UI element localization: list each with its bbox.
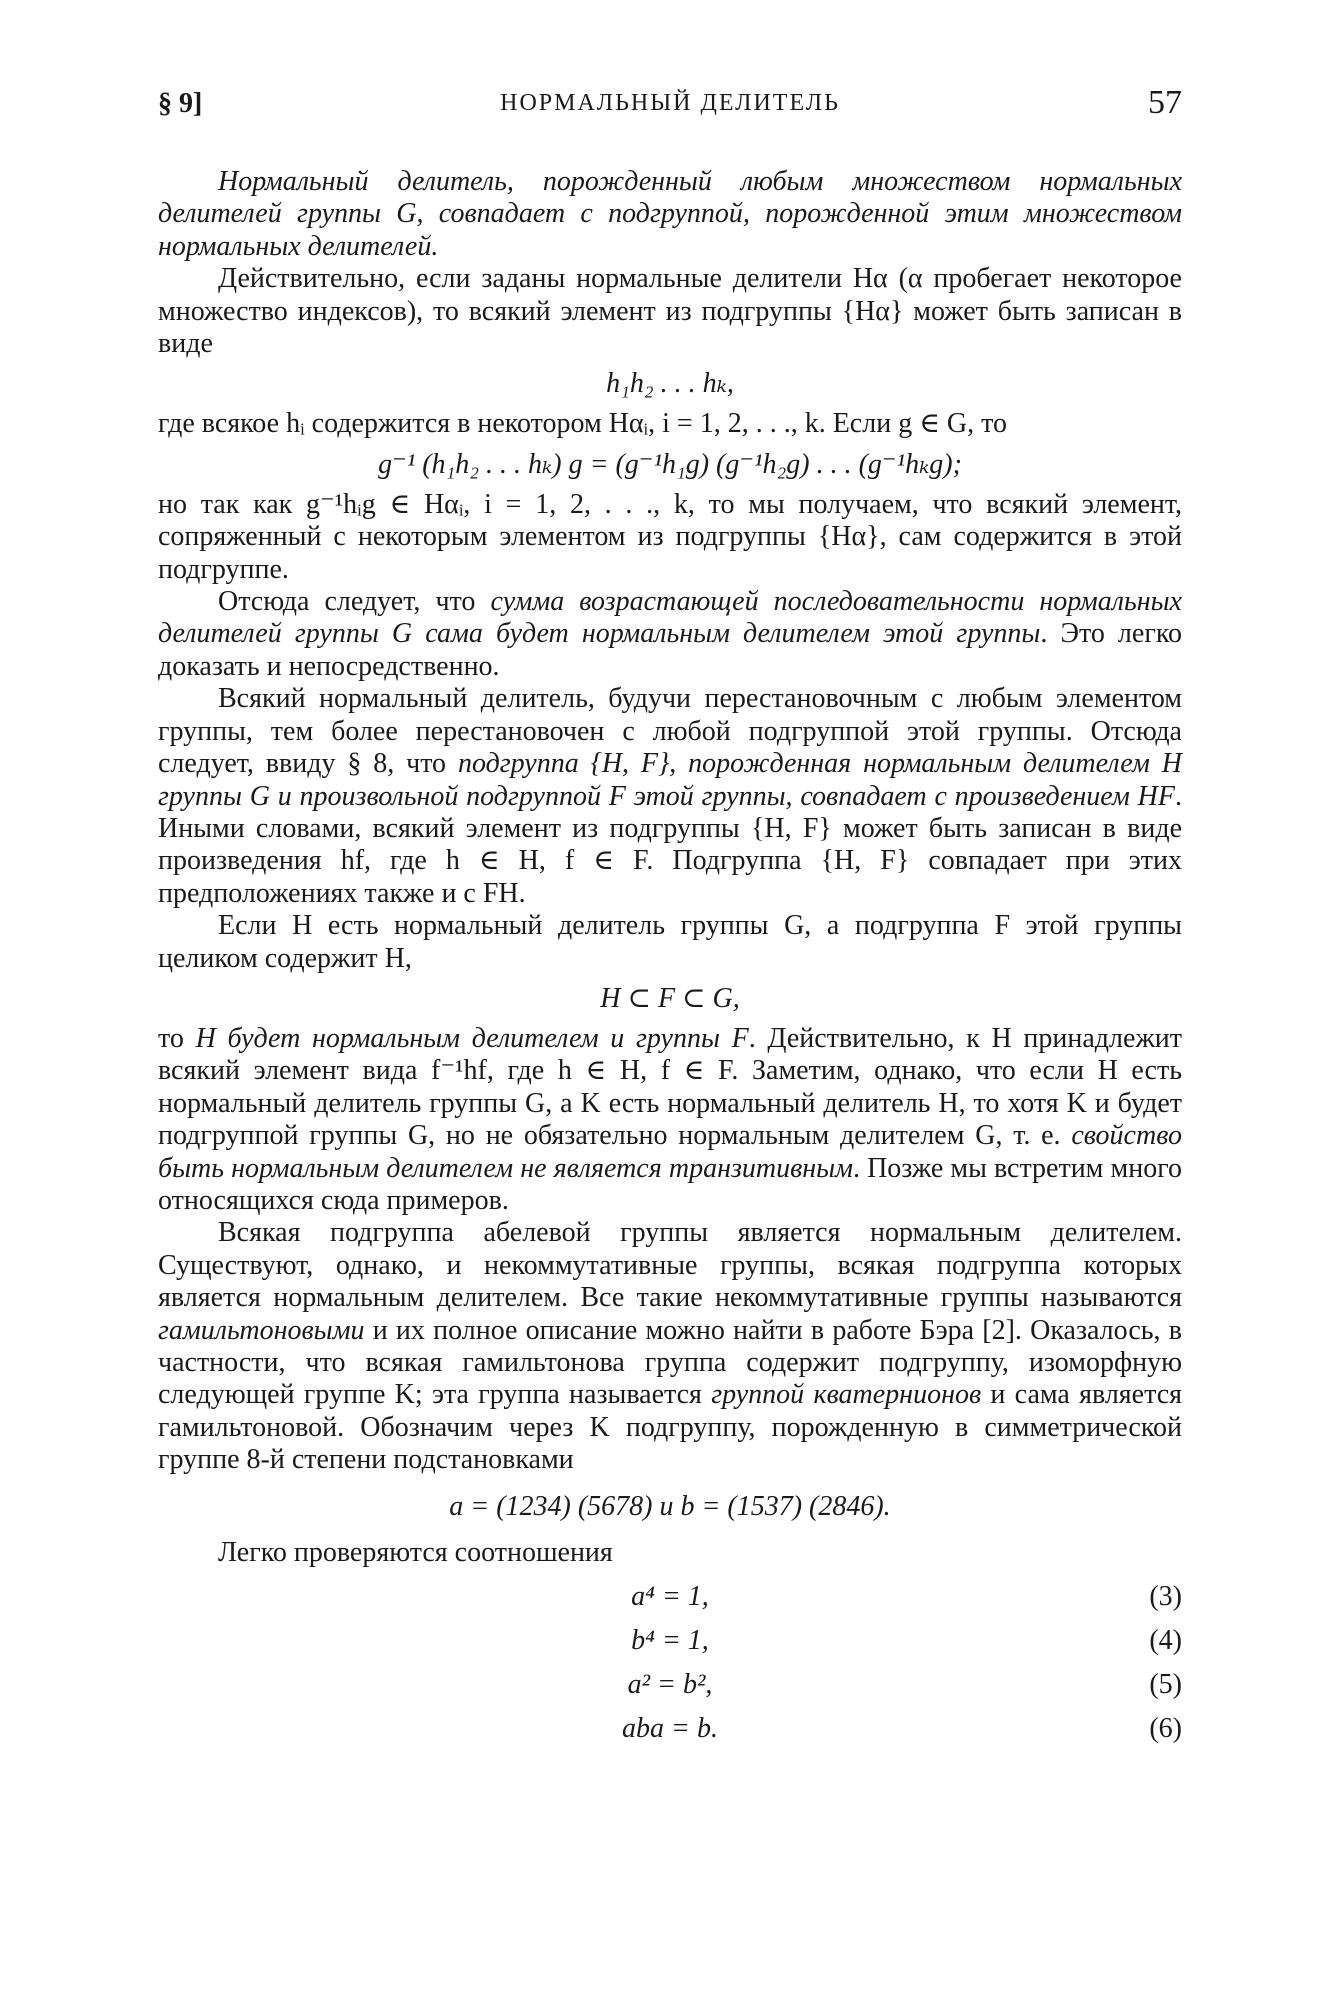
italic-statement: H будет нормальным делителем и группы F	[195, 1022, 749, 1054]
paragraph-conclusion: но так как g⁻¹hᵢg ∈ Hαᵢ, i = 1, 2, . . ., k, то мы получаем, что всякий элемент, сопряженный с некоторым элементом из подгруппы {Hα}, сам содержится в этой подгруппе.	[158, 488, 1182, 585]
equation-row	[158, 1575, 1182, 1619]
text-run: Отсюда следует, что	[218, 586, 491, 618]
equation-row	[158, 1663, 1182, 1707]
equation-number: (3)	[1149, 1581, 1182, 1613]
italic-statement: подгруппа {H, F}, порожденная нормальным делителем H группы G и произвольной подгруппой F этой группы, совпадает с произведением HF	[158, 748, 1182, 812]
formula-product: h₁h₂ . . . hₖ,	[606, 368, 734, 400]
italic-term: группой кватернионов	[711, 1379, 982, 1411]
text-run: Всякая подгруппа абелевой группы является нормальным делителем. Существуют, однако, и некоммутативные группы, всякая подгруппа которых является нормальным делителем. Все такие некоммутативные группы называются	[158, 1217, 1182, 1314]
text-run: и сама является гамильтоновой. Обозначим через K подгруппу, порожденную в симметрической группе 8-й степени подстановками	[158, 1379, 1182, 1476]
italic-statement: сумма возрастающей последовательности нормальных делителей группы G сама будет нормальным делителем этой группы	[158, 586, 1182, 650]
italic-term: гамильтоновыми	[158, 1314, 365, 1346]
italic-statement: свойство быть нормальным делителем не является транзитивным	[158, 1120, 1182, 1184]
paragraph-permutable	[158, 683, 1182, 910]
equation-number: (6)	[1149, 1713, 1182, 1745]
running-title: НОРМАЛЬНЫЙ ДЕЛИТЕЛЬ	[500, 90, 840, 116]
paragraph-hamiltonian	[158, 1217, 1182, 1476]
paragraph-subgroup: Если H есть нормальный делитель группы G, а подгруппа F этой группы целиком содержит H,	[158, 910, 1182, 974]
equation-list	[158, 1575, 1182, 1751]
page-number: 57	[1148, 84, 1182, 121]
paragraph-theorem: Нормальный делитель, порожденный любым множеством нормальных делителей группы G, совпадает с подгруппой, порожденной этим множеством нормальных делителей.	[158, 166, 1182, 262]
text-run: . Это легко доказать и непосредственно.	[158, 618, 1182, 682]
equation-row	[158, 1707, 1182, 1751]
equation-row	[158, 1619, 1182, 1663]
paragraph-sum	[158, 586, 1182, 683]
paragraph-proof: Действительно, если заданы нормальные делители Hα (α пробегает некоторое множество индексов), то всякий элемент из подгруппы {Hα} может быть записан в виде	[158, 263, 1182, 360]
page-body	[158, 166, 1182, 1751]
equation-expression: aba = b.	[622, 1713, 718, 1745]
formula-inclusion: H ⊂ F ⊂ G,	[600, 982, 740, 1014]
paragraph-transitive	[158, 1023, 1182, 1217]
text-run: . Действительно, к H принадлежит всякий элемент вида f⁻¹hf, где h ∈ H, f ∈ F. Заметим, однако, что если H есть нормальный делитель группы G, а K есть нормальный делитель H, то хотя K и будет подгруппой группы G, но не обязательно нормальным делителем G, т. е.	[158, 1022, 1183, 1152]
section-mark: § 9]	[158, 88, 203, 119]
equation-number: (5)	[1149, 1669, 1182, 1701]
paragraph-where: где всякое hᵢ содержится в некотором Hαᵢ, i = 1, 2, . . ., k. Если g ∈ G, то	[158, 408, 1008, 440]
equation-expression: a⁴ = 1,	[631, 1581, 709, 1613]
running-header	[158, 84, 1182, 132]
paragraph-relations: Легко проверяются соотношения	[218, 1536, 613, 1568]
formula-conjugation: g⁻¹ (h₁h₂ . . . hₖ) g = (g⁻¹h₁g) (g⁻¹h₂g) . . . (g⁻¹hₖg);	[378, 448, 962, 480]
text-run: то	[158, 1022, 196, 1054]
text-run: . Иными словами, всякий элемент из подгруппы {H, F} может быть записан в виде произведения hf, где h ∈ H, f ∈ F. Подгруппа {H, F} совпадает при этих предположениях также и с FH.	[158, 780, 1182, 909]
text-run: Всякий нормальный делитель, будучи перестановочным с любым элементом группы, тем более перестановочен с любой подгруппой этой группы. Отсюда следует, ввиду § 8, что	[158, 683, 1182, 780]
equation-expression: a² = b²,	[627, 1669, 713, 1701]
text-run: и их полное описание можно найти в работе Бэра [2]. Оказалось, в частности, что всякая гамильтонова группа содержит подгруппу, изоморфную следующей группе K; эта группа называется	[158, 1314, 1182, 1411]
equation-number: (4)	[1149, 1625, 1182, 1657]
text-run: . Позже мы встретим много относящихся сюда примеров.	[158, 1152, 1182, 1216]
equation-expression: b⁴ = 1,	[631, 1625, 709, 1657]
formula-permutations: a = (1234) (5678) и b = (1537) (2846).	[449, 1490, 891, 1522]
